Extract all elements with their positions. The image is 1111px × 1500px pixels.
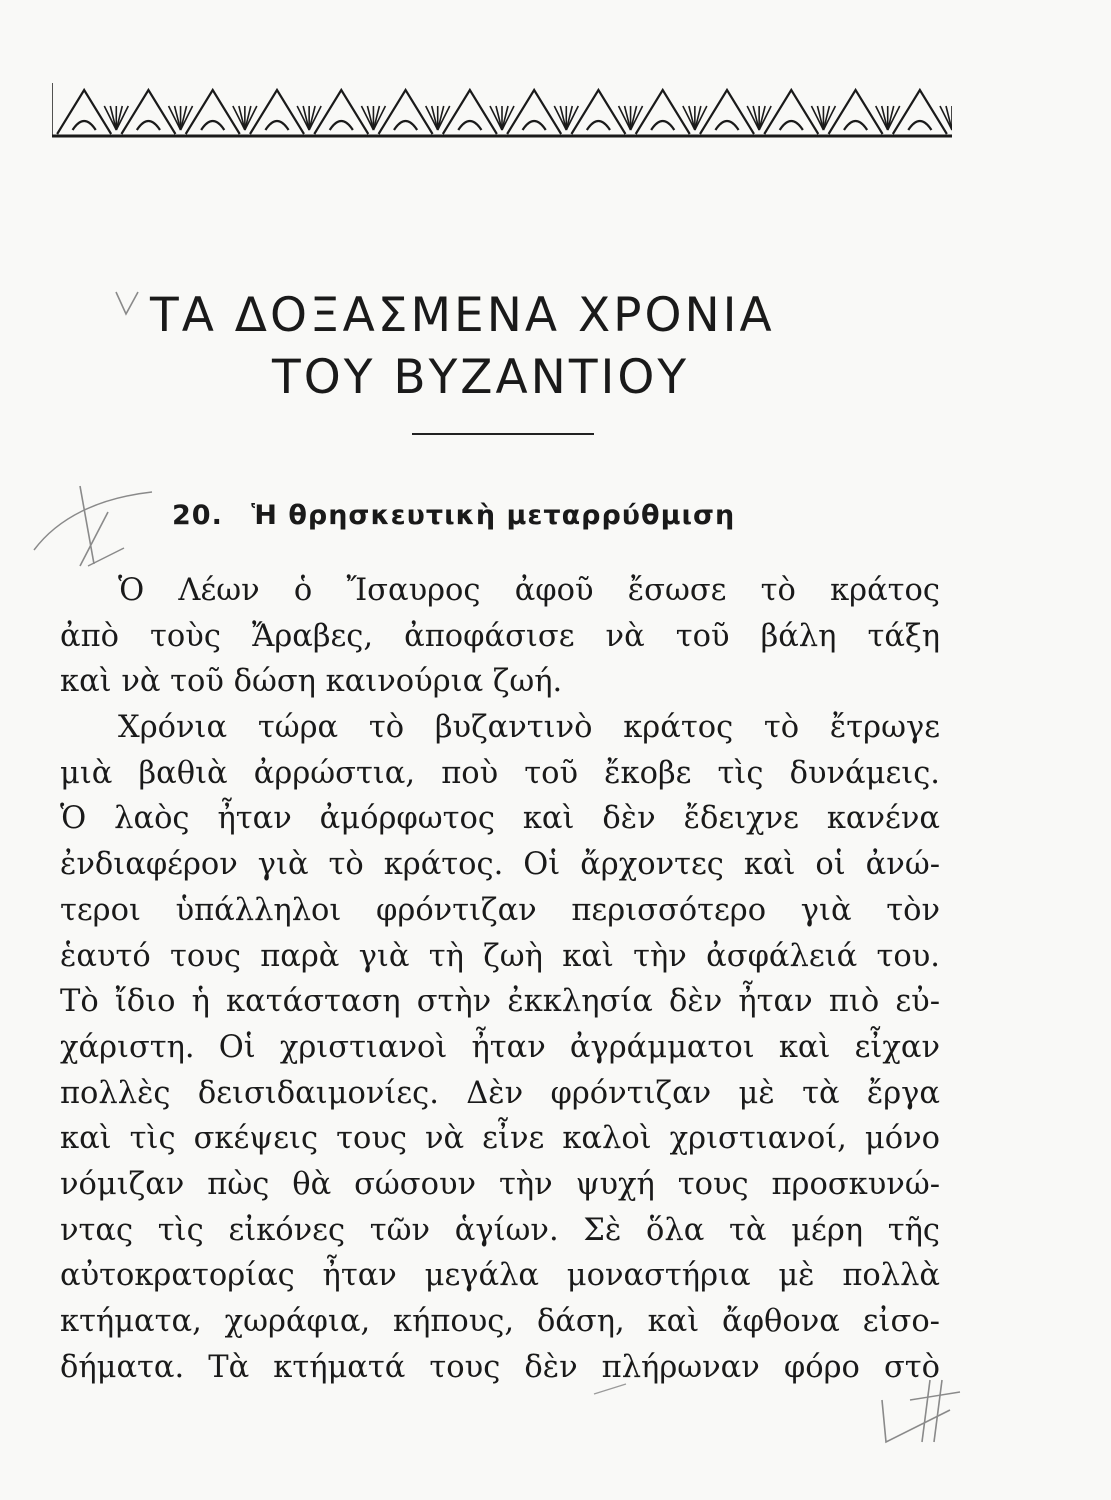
text-line: καὶ τὶς σκέψεις τους νὰ εἶνε καλοὶ χριστιανοί, μόνο — [60, 1121, 940, 1157]
chapter-title-line-1: ΤΑ ΔΟΞΑΣΜΕΝΑ ΧΡΟΝΙΑ — [150, 288, 775, 343]
section-heading — [172, 500, 735, 531]
text-line: δήματα. Τὰ κτήματά τους δὲν πλήρωναν φόρο στὸ — [60, 1349, 940, 1385]
title-divider — [412, 433, 594, 435]
text-line: ἑαυτό τους παρὰ γιὰ τὴ ζωὴ καὶ τὴν ἀσφάλειά του. — [60, 938, 940, 974]
pencil-check-mark — [112, 288, 142, 318]
text-line: Τὸ ἴδιο ἡ κατάσταση στὴν ἐκκλησία δὲν ἦταν πιὸ εὐ- — [60, 984, 940, 1020]
text-line: ἐνδιαφέρον γιὰ τὸ κράτος. Οἱ ἄρχοντες καὶ οἱ ἀνώ- — [60, 847, 940, 883]
decorative-ornament-band — [52, 78, 952, 140]
text-line: τεροι ὑπάλληλοι φρόντιζαν περισσότερο γιὰ τὸν — [60, 892, 940, 928]
section-title: Ἡ θρησκευτικὴ μεταρρύθμιση — [251, 500, 736, 531]
text-line: νόμιζαν πὼς θὰ σώσουν τὴν ψυχή τους προσκυνώ- — [60, 1166, 940, 1202]
text-line: Ὁ λαὸς ἦταν ἀμόρφωτος καὶ δὲν ἔδειχνε κανένα — [60, 801, 940, 837]
section-number: 20. — [172, 500, 223, 531]
pencil-margin-mark — [28, 478, 158, 578]
text-line: μιὰ βαθιὰ ἀρρώστια, ποὺ τοῦ ἔκοβε τὶς δυνάμεις. — [60, 755, 940, 791]
text-line: Χρόνια τώρα τὸ βυζαντινὸ κράτος τὸ ἔτρωγε — [118, 710, 940, 746]
chapter-title-line-2: ΤΟΥ ΒΥΖΑΝΤΙΟΥ — [272, 350, 690, 405]
text-line: ἀπὸ τοὺς Ἄραβες, ἀποφάσισε νὰ τοῦ βάλη τάξη — [60, 618, 940, 654]
text-line: καὶ νὰ τοῦ δώση καινούρια ζωή. — [60, 664, 563, 700]
text-line: Ὁ Λέων ὁ Ἴσαυρος ἀφοῦ ἔσωσε τὸ κράτος — [118, 573, 940, 608]
text-line: πολλὲς δεισιδαιμονίες. Δὲν φρόντιζαν μὲ τὰ ἔργα — [60, 1075, 940, 1111]
body-text — [60, 568, 940, 1390]
paragraph-container — [60, 568, 940, 1390]
text-line: αὐτοκρατορίας ἦταν μεγάλα μοναστήρια μὲ πολλὰ — [60, 1258, 940, 1294]
text-line: χάριστη. Οἱ χριστιανοὶ ἦταν ἀγράμματοι καὶ εἶχαν — [60, 1029, 940, 1065]
text-line: κτήματα, χωράφια, κήπους, δάση, καὶ ἄφθονα εἰσο- — [60, 1304, 940, 1339]
text-line: ντας τὶς εἰκόνες τῶν ἁγίων. Σὲ ὅλα τὰ μέρη τῆς — [60, 1212, 940, 1248]
